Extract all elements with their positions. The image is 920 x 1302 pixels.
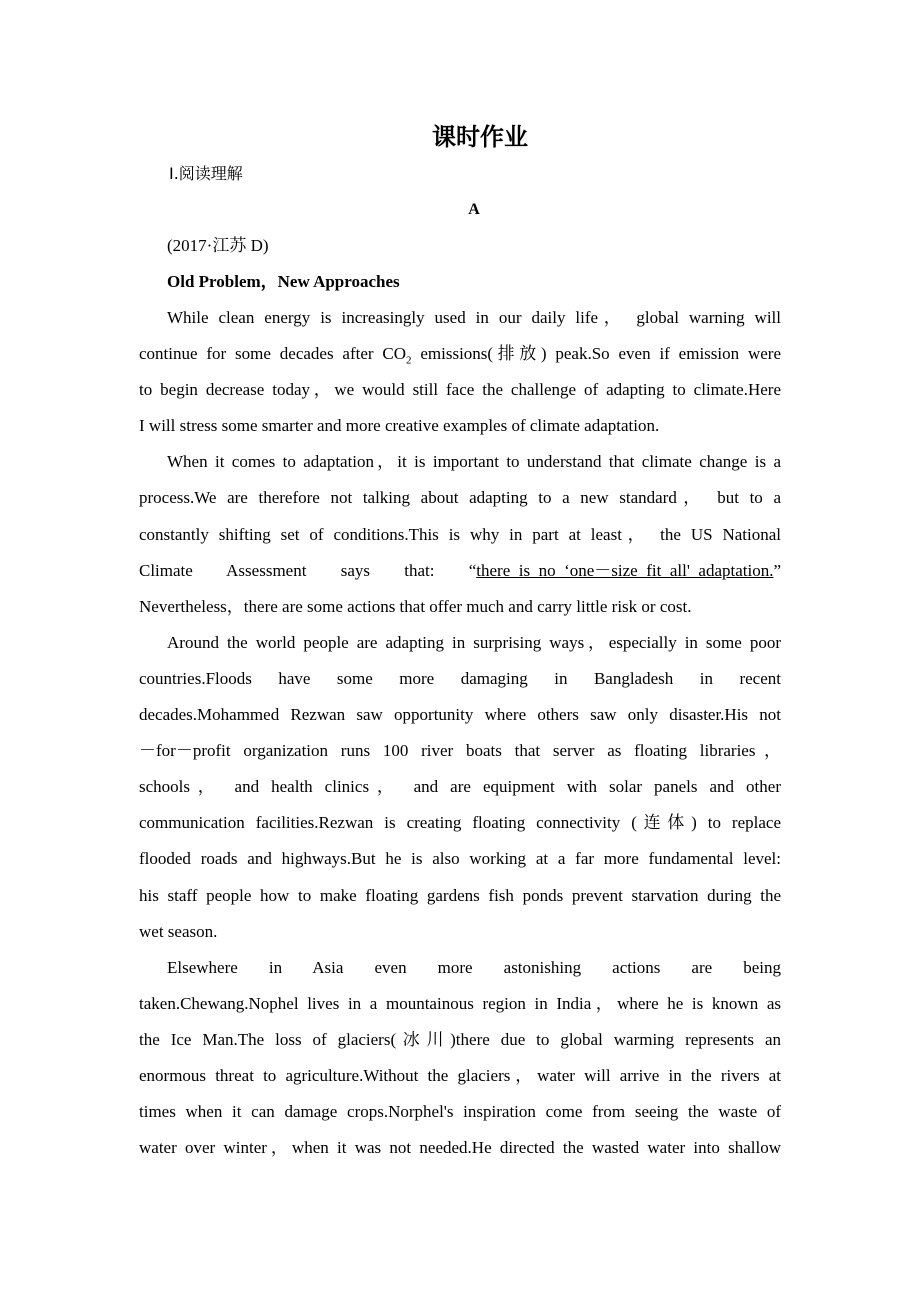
document-page [139,118,781,1166]
passage-source: (2017·江苏 D) [167,236,269,255]
text-line: Around the world people are adapting in surprising ways，especially in some poor [167,632,781,652]
text-line: I will stress some smarter and more creative examples of climate adaptation. [139,416,660,436]
text-line: communication facilities.Rezwan is creating floating connectivity (连体) to replace [139,813,781,833]
text-line: Climate Assessment says that: “there_is_no_‘one－size_fit_all'_adaptation.” [139,560,781,580]
text-line: －for－profit organization runs 100 river boats that server as floating libraries， [139,741,781,761]
passage-heading: Old Problem，New Approaches [167,272,400,291]
text-line: Nevertheless，there are some actions that offer much and carry little risk or cost. [139,596,692,616]
text-line: countries.Floods have some more damaging in Bangladesh in recent [139,668,781,688]
paragraph-4 [139,950,781,1167]
page-title: 课时作业 [432,123,528,151]
text-line: Elsewhere in Asia even more astonishing actions are being [167,957,781,977]
subscript: 2 [406,354,412,367]
paragraph-2 [139,444,781,624]
text-line: times when it can damage crops.Norphel's inspiration come from seeing the waste of [139,1102,781,1122]
text-line: to begin decrease today，we would still face the challenge of adapting to climate.Here [139,380,781,400]
text-line: While clean energy is increasingly used in our daily life， global warning will [167,308,781,327]
paragraph-3 [139,625,781,950]
text-line: the Ice Man.The loss of glaciers(冰川)there due to global warming represents an [139,1029,781,1049]
text-line: wet season. [139,921,218,941]
text-line: When it comes to adaptation，it is important to understand that climate change is a [167,452,781,472]
text-line: enormous threat to agriculture.Without the glaciers，water will arrive in the rivers at [139,1065,781,1085]
underlined-quote: there_is_no_‘one－size_fit_all'_adaptation. [476,560,774,580]
text-line: water over winter，when it was not needed.He directed the wasted water into shallow [139,1138,781,1158]
text-line: schools， and health clinics， and are equipment with solar panels and other [139,777,781,797]
text-line: his staff people how to make floating gardens fish ponds prevent starvation during the [139,885,781,905]
text-line: constantly shifting set of conditions.This is why in part at least， the US National [139,524,781,544]
passage-label: A [468,201,480,218]
text-line: flooded roads and highways.But he is also working at a far more fundamental level: [139,849,781,869]
text-line: process.We are therefore not talking about adapting to a new standard， but to a [139,488,781,508]
text-line: continue for some decades after $CO_2$ emissions(排放) peak.So even if emission were [139,344,781,367]
section-heading: Ⅰ.阅读理解 [169,164,243,183]
text-line: decades.Mohammed Rezwan saw opportunity where others saw only disaster.His not [139,705,781,725]
text-line: taken.Chewang.Nophel lives in a mountainous region in India，where he is known as [139,993,781,1013]
paragraph-1 [139,300,781,444]
